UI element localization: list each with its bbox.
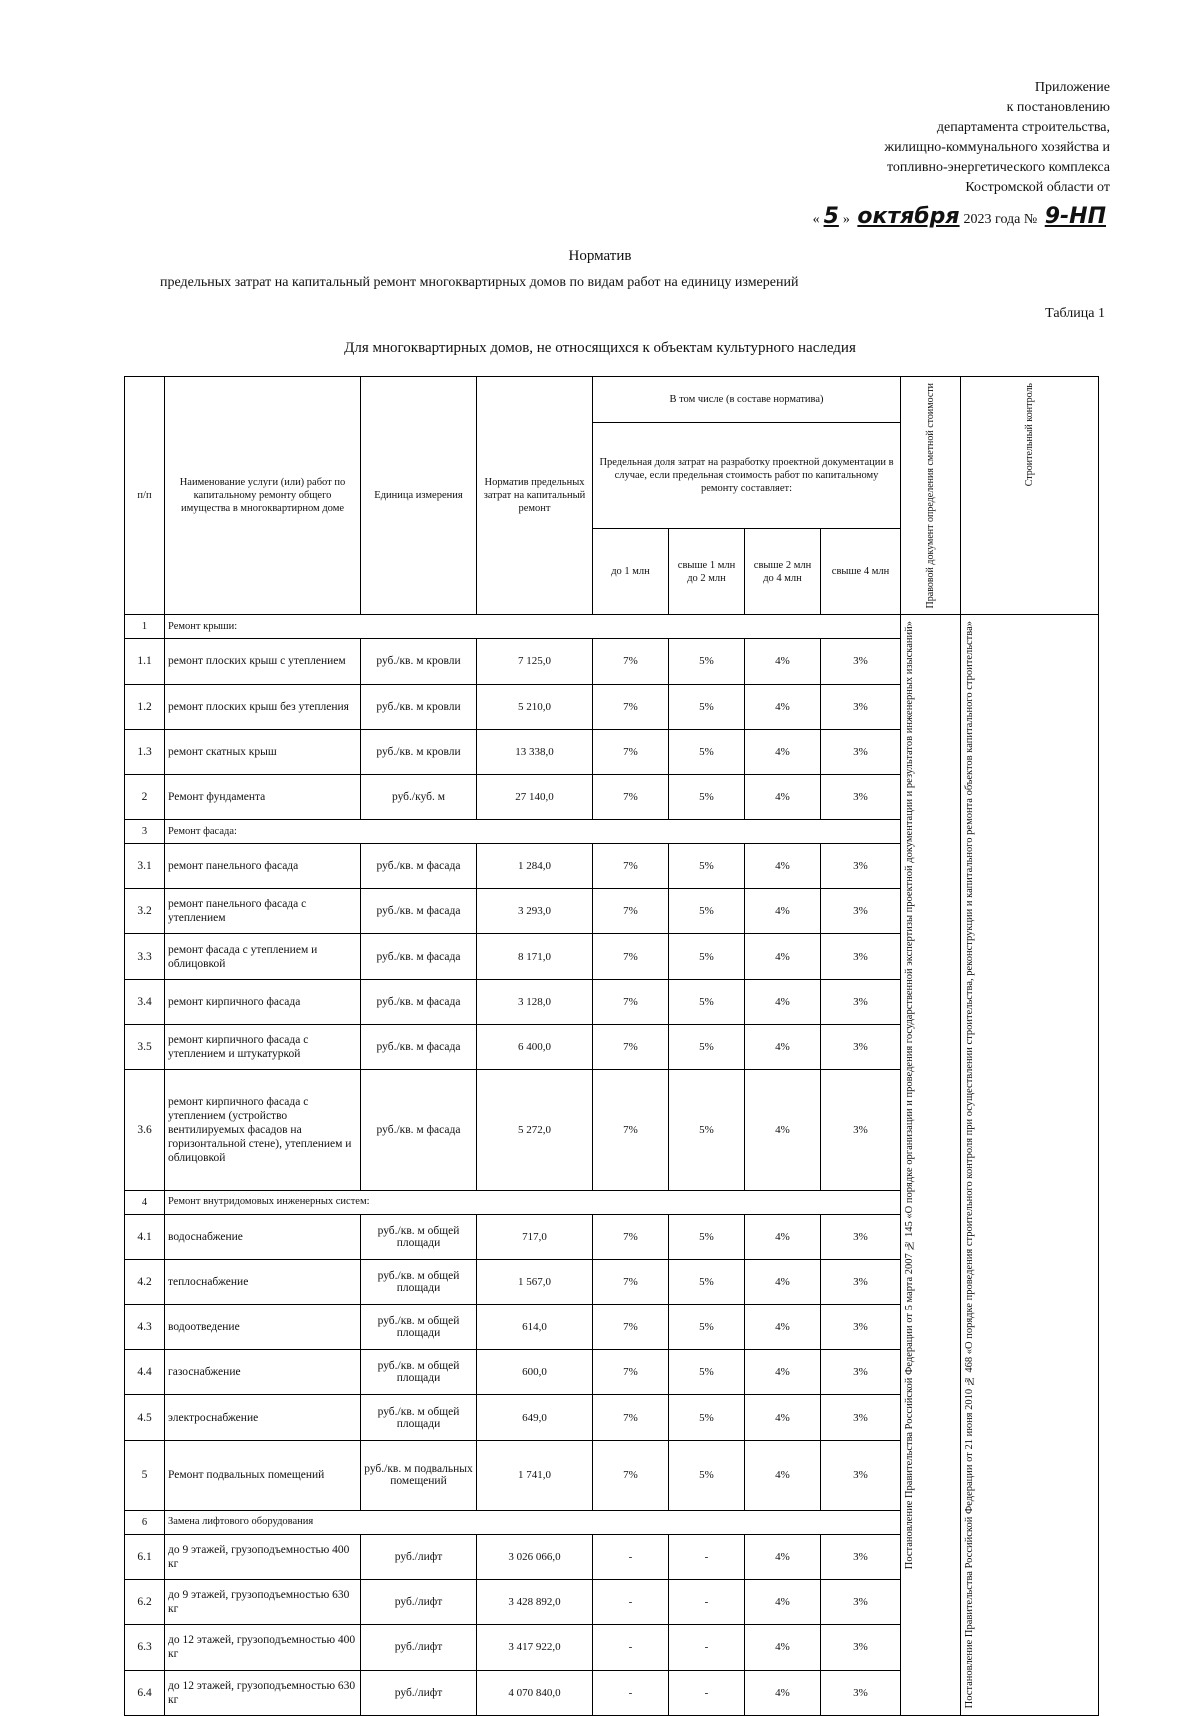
construction-control-cell (961, 615, 1099, 1715)
col-work-label: Строительный контроль (1023, 383, 1035, 487)
row-b2: 5% (669, 1395, 745, 1440)
row-norm: 649,0 (477, 1395, 593, 1440)
row-b3: 4% (745, 1440, 821, 1510)
basis-text: Постановление Правительства Российской Федерации от 5 марта 2007 № 145 «О порядке организации и проведения государственной экспертизы проектной документации и результатов инженерных изысканий» (904, 621, 915, 1570)
row-b1: 7% (593, 1395, 669, 1440)
row-b3: 4% (745, 1214, 821, 1259)
row-b3: 4% (745, 1395, 821, 1440)
row-b3: 4% (745, 1305, 821, 1350)
row-b2: 5% (669, 1259, 745, 1304)
row-number: 1.1 (125, 639, 165, 684)
header-line: Костромской области от (965, 180, 1110, 195)
row-norm: 4 070 840,0 (477, 1670, 593, 1715)
document-date-line (730, 204, 1110, 229)
row-work-name: Ремонт внутридомовых инженерных систем: (165, 1190, 901, 1214)
row-number: 4.1 (125, 1214, 165, 1259)
row-work-name: электроснабжение (165, 1395, 361, 1440)
row-b4: 3% (821, 844, 901, 889)
row-b1: 7% (593, 934, 669, 979)
row-number: 6.4 (125, 1670, 165, 1715)
col-bracket-2: свыше 1 млн до 2 млн (669, 528, 745, 615)
row-b1: 7% (593, 979, 669, 1024)
date-open-quote: « (812, 212, 820, 227)
row-work-name: до 12 этажей, грузоподъемностью 630 кг (165, 1670, 361, 1715)
header-line: жилищно-коммунального хозяйства и (884, 140, 1110, 155)
row-number: 1.2 (125, 684, 165, 729)
row-b3: 4% (745, 774, 821, 819)
row-work-name: Ремонт фундамента (165, 774, 361, 819)
row-number: 3.5 (125, 1024, 165, 1069)
row-number: 3.2 (125, 889, 165, 934)
header-line: департамента строительства, (936, 120, 1110, 135)
row-b4: 3% (821, 1214, 901, 1259)
row-number: 2 (125, 774, 165, 819)
row-norm: 600,0 (477, 1350, 593, 1395)
col-name: Наименование услуги (или) работ по капитальному ремонту общего имущества в многоквартирном доме (165, 377, 361, 615)
row-b3: 4% (745, 844, 821, 889)
row-b3: 4% (745, 1350, 821, 1395)
row-b3: 4% (745, 1625, 821, 1670)
row-b2: 5% (669, 979, 745, 1024)
document-title: Норматив (568, 248, 632, 264)
row-b2: 5% (669, 1214, 745, 1259)
row-work-name: водоснабжение (165, 1214, 361, 1259)
row-b4: 3% (821, 729, 901, 774)
row-norm: 3 417 922,0 (477, 1625, 593, 1670)
row-b4: 3% (821, 1534, 901, 1579)
row-work-name: газоснабжение (165, 1350, 361, 1395)
row-norm: 5 272,0 (477, 1070, 593, 1191)
col-design-share: Предельная доля затрат на разработку проектной документации в случае, если предельная стоимость работ по капитальному ремонту составляет: (593, 423, 901, 528)
row-b3: 4% (745, 1534, 821, 1579)
col-basis (901, 377, 961, 615)
row-b1: 7% (593, 1214, 669, 1259)
row-b4: 3% (821, 1305, 901, 1350)
row-unit: руб./кв. м кровли (361, 684, 477, 729)
col-basis-label: Правовой документ определения сметной стоимости (924, 383, 936, 609)
row-b2: - (669, 1534, 745, 1579)
row-unit: руб./кв. м общей площади (361, 1214, 477, 1259)
document-subtitle: предельных затрат на капитальный ремонт многоквартирных домов по видам работ на единицу измерений (160, 275, 799, 290)
row-b3: 4% (745, 1070, 821, 1191)
col-work (961, 377, 1099, 615)
row-work-name: Ремонт подвальных помещений (165, 1440, 361, 1510)
row-unit: руб./кв. м фасада (361, 934, 477, 979)
row-b4: 3% (821, 1024, 901, 1069)
header-line: к постановлению (1006, 100, 1110, 115)
row-unit: руб./кв. м общей площади (361, 1305, 477, 1350)
date-day: 5 (823, 204, 839, 229)
row-number: 3.6 (125, 1070, 165, 1191)
row-b4: 3% (821, 774, 901, 819)
row-number: 6.1 (125, 1534, 165, 1579)
row-b1: 7% (593, 844, 669, 889)
row-b3: 4% (745, 889, 821, 934)
row-norm: 6 400,0 (477, 1024, 593, 1069)
col-unit: Единица измерения (361, 377, 477, 615)
row-b4: 3% (821, 889, 901, 934)
row-number: 4 (125, 1190, 165, 1214)
row-work-name: до 9 этажей, грузоподъемностью 630 кг (165, 1580, 361, 1625)
row-number: 4.5 (125, 1395, 165, 1440)
row-work-name: Замена лифтового оборудования (165, 1511, 901, 1535)
row-b4: 3% (821, 1070, 901, 1191)
row-work-name: ремонт панельного фасада с утеплением (165, 889, 361, 934)
document-header (750, 78, 1110, 198)
row-unit: руб./кв. м кровли (361, 729, 477, 774)
row-work-name: ремонт кирпичного фасада (165, 979, 361, 1024)
row-b2: 5% (669, 1024, 745, 1069)
row-b2: 5% (669, 729, 745, 774)
row-b2: 5% (669, 774, 745, 819)
row-b1: - (593, 1580, 669, 1625)
row-work-name: до 9 этажей, грузоподъемностью 400 кг (165, 1534, 361, 1579)
row-b3: 4% (745, 934, 821, 979)
row-b4: 3% (821, 639, 901, 684)
row-b1: 7% (593, 1440, 669, 1510)
row-number: 4.2 (125, 1259, 165, 1304)
row-number: 3.3 (125, 934, 165, 979)
row-unit: руб./кв. м фасада (361, 844, 477, 889)
row-b2: 5% (669, 1440, 745, 1510)
row-b1: - (593, 1670, 669, 1715)
row-b1: 7% (593, 684, 669, 729)
col-bracket-1: до 1 млн (593, 528, 669, 615)
header-line: топливно-энергетического комплекса (887, 160, 1110, 175)
date-year: 2023 года № (963, 212, 1038, 227)
row-number: 6.2 (125, 1580, 165, 1625)
row-number: 6.3 (125, 1625, 165, 1670)
row-b1: - (593, 1534, 669, 1579)
row-number: 6 (125, 1511, 165, 1535)
row-unit: руб./куб. м (361, 774, 477, 819)
row-b3: 4% (745, 639, 821, 684)
basis-cell (901, 615, 961, 1715)
row-work-name: теплоснабжение (165, 1259, 361, 1304)
row-b2: 5% (669, 684, 745, 729)
row-norm: 1 567,0 (477, 1259, 593, 1304)
row-norm: 1 284,0 (477, 844, 593, 889)
row-norm: 3 428 892,0 (477, 1580, 593, 1625)
row-unit: руб./лифт (361, 1670, 477, 1715)
row-norm: 3 128,0 (477, 979, 593, 1024)
row-number: 4.3 (125, 1305, 165, 1350)
row-unit: руб./кв. м общей площади (361, 1395, 477, 1440)
row-work-name: Ремонт фасада: (165, 820, 901, 844)
row-b3: 4% (745, 1024, 821, 1069)
row-b1: 7% (593, 774, 669, 819)
row-number: 3 (125, 820, 165, 844)
col-norm: Норматив предельных затрат на капитальный ремонт (477, 377, 593, 615)
row-number: 3.1 (125, 844, 165, 889)
row-b3: 4% (745, 1670, 821, 1715)
row-work-name: водоотведение (165, 1305, 361, 1350)
row-norm: 8 171,0 (477, 934, 593, 979)
row-work-name: ремонт кирпичного фасада с утеплением (устройство вентилируемых фасадов на горизонтальной стене), утеплением и облицовкой (165, 1070, 361, 1191)
row-b2: 5% (669, 844, 745, 889)
row-b1: 7% (593, 1070, 669, 1191)
row-unit: руб./лифт (361, 1580, 477, 1625)
table-group-row (125, 615, 1099, 639)
row-b3: 4% (745, 979, 821, 1024)
row-norm: 5 210,0 (477, 684, 593, 729)
row-work-name: ремонт кирпичного фасада с утеплением и штукатуркой (165, 1024, 361, 1069)
row-b4: 3% (821, 1625, 901, 1670)
row-norm: 1 741,0 (477, 1440, 593, 1510)
row-norm: 717,0 (477, 1214, 593, 1259)
col-bracket-4: свыше 4 млн (821, 528, 901, 615)
row-unit: руб./кв. м фасада (361, 1070, 477, 1191)
row-unit: руб./кв. м фасада (361, 889, 477, 934)
date-close-quote: » (842, 212, 850, 227)
row-work-name: ремонт скатных крыш (165, 729, 361, 774)
row-b1: 7% (593, 1305, 669, 1350)
row-number: 4.4 (125, 1350, 165, 1395)
row-unit: руб./лифт (361, 1534, 477, 1579)
row-b4: 3% (821, 934, 901, 979)
row-b3: 4% (745, 729, 821, 774)
row-norm: 3 026 066,0 (477, 1534, 593, 1579)
row-work-name: ремонт фасада с утеплением и облицовкой (165, 934, 361, 979)
row-b2: - (669, 1670, 745, 1715)
row-b4: 3% (821, 1580, 901, 1625)
row-work-name: Ремонт крыши: (165, 615, 901, 639)
col-bracket-3: свыше 2 млн до 4 млн (745, 528, 821, 615)
row-work-name: до 12 этажей, грузоподъемностью 400 кг (165, 1625, 361, 1670)
header-line: Приложение (1034, 80, 1110, 95)
row-unit: руб./кв. м фасада (361, 979, 477, 1024)
row-number: 3.4 (125, 979, 165, 1024)
row-b3: 4% (745, 1580, 821, 1625)
row-b2: 5% (669, 1070, 745, 1191)
row-work-name: ремонт плоских крыш с утеплением (165, 639, 361, 684)
table-caption: Для многоквартирных домов, не относящихся к объектам культурного наследия (344, 340, 856, 356)
row-unit: руб./кв. м общей площади (361, 1259, 477, 1304)
row-unit: руб./лифт (361, 1625, 477, 1670)
row-number: 1 (125, 615, 165, 639)
construction-control-text: Постановление Правительства Российской Федерации от 21 июня 2010 № 468 «О порядке проведения строительного контроля при осуществлении строительства, реконструкции и капитального ремонта объектов капитального строительства» (964, 621, 975, 1709)
row-work-name: ремонт панельного фасада (165, 844, 361, 889)
row-norm: 614,0 (477, 1305, 593, 1350)
row-b1: 7% (593, 1350, 669, 1395)
row-b4: 3% (821, 1395, 901, 1440)
row-b2: 5% (669, 1305, 745, 1350)
row-b3: 4% (745, 684, 821, 729)
row-unit: руб./кв. м фасада (361, 1024, 477, 1069)
col-np: п/п (125, 377, 165, 615)
row-b4: 3% (821, 979, 901, 1024)
norm-table (124, 376, 1099, 1716)
row-b4: 3% (821, 1350, 901, 1395)
row-unit: руб./кв. м подвальных помещений (361, 1440, 477, 1510)
row-b4: 3% (821, 684, 901, 729)
row-number: 5 (125, 1440, 165, 1510)
row-b4: 3% (821, 1670, 901, 1715)
row-b2: 5% (669, 1350, 745, 1395)
row-b1: 7% (593, 889, 669, 934)
row-b2: 5% (669, 639, 745, 684)
date-month: октября (857, 204, 960, 229)
row-b1: 7% (593, 639, 669, 684)
document-number: 9-НП (1044, 204, 1106, 229)
row-b4: 3% (821, 1440, 901, 1510)
row-norm: 7 125,0 (477, 639, 593, 684)
row-b2: - (669, 1580, 745, 1625)
col-included: В том числе (в составе норматива) (593, 377, 901, 423)
row-b3: 4% (745, 1259, 821, 1304)
row-b1: 7% (593, 1024, 669, 1069)
row-work-name: ремонт плоских крыш без утепления (165, 684, 361, 729)
row-norm: 13 338,0 (477, 729, 593, 774)
row-b4: 3% (821, 1259, 901, 1304)
row-norm: 3 293,0 (477, 889, 593, 934)
row-b2: 5% (669, 889, 745, 934)
row-unit: руб./кв. м общей площади (361, 1350, 477, 1395)
row-unit: руб./кв. м кровли (361, 639, 477, 684)
row-b1: 7% (593, 1259, 669, 1304)
row-b2: - (669, 1625, 745, 1670)
norm-table-body (125, 615, 1099, 1715)
row-b2: 5% (669, 934, 745, 979)
row-b1: 7% (593, 729, 669, 774)
row-number: 1.3 (125, 729, 165, 774)
table-number: Таблица 1 (1045, 306, 1105, 321)
row-norm: 27 140,0 (477, 774, 593, 819)
row-b1: - (593, 1625, 669, 1670)
